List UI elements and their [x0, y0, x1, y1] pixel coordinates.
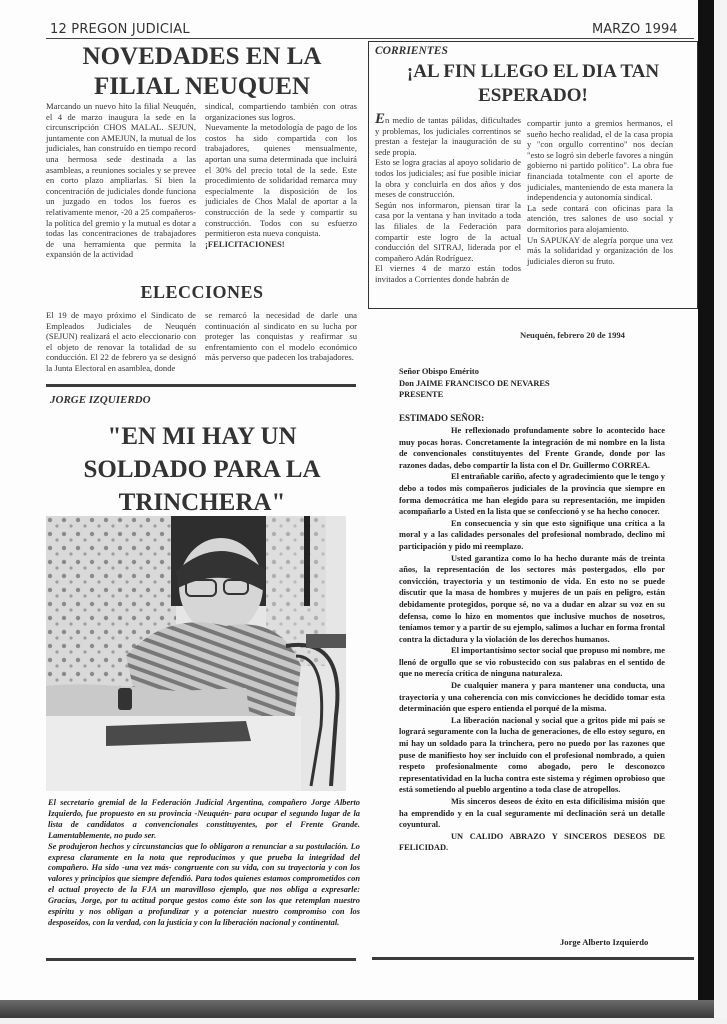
- letter-paragraph: El importantísimo sector social que propuso mi nombre, me llenó de orgullo que se vio robustecido con sus palabras en el sentido de que no merecía crítica de ninguna naturaleza.: [399, 646, 665, 679]
- headline-corrientes: ¡AL FIN LLEGO EL DIA TAN ESPERADO!: [406, 61, 660, 106]
- letter-paragraph: En consecuencia y sin que esto signifique una crítica a la moral y a las calidades personales del profesional nombrado, declino mi participación y pido mi reemplazo.: [399, 518, 665, 551]
- letter-bottom-rule: [372, 957, 694, 960]
- neuquen-paragraph: sindical, compartiendo también con otras organizaciones sus logros.: [205, 101, 357, 122]
- neuquen-paragraph: Nuevamente la metodología de pago de los costos ha sido compartida con los trabajadores, quienes mensualmente, aportan una suma determinada que incluirá el 30% del precio total de la sede. Este procedimiento de solidaridad remarca muy especialmente la disposición de los judiciales de Chos Malal de aportar a la construcción de la sede y compartir su construcción. Todos con su esfuerzo permitieron esta nueva conquista.: [205, 122, 357, 239]
- corrientes-paragraph: Según nos informaron, piensan tirar la casa por la ventana y han invitado a toda las filiales de la Federación para compartir este logro de la actual conducción del SITRAJ, liderada por el compañero Adán Rodríguez.: [375, 199, 521, 263]
- elecciones-column-1: [46, 310, 196, 374]
- page-header-title: 12 PREGON JUDICIAL: [50, 22, 190, 37]
- scan-edge-right: [698, 0, 714, 1000]
- neuquen-paragraph: Marcando un nuevo hito la filial Neuquén, el 4 de marzo inaugura la sede en la circunscripción CHOS MALAL. SEJUN, juntamente con AMEJUN, la mutual de los judiciales, han construído en tiempo record una hermosa sede destinada a las asambleas, a reuniones sociales y se prevee en corto plazo ampliarlas. Si bien la concentración de judiciales donde funciona un juzgado en todos los fueros es relativamente menor, -20 a 25 compañeros- la política del gremio y la mutual es dotar a todas las concentraciones de trabajadores de una herramienta que permita la expansión de la actividad: [46, 101, 196, 260]
- photo-caption: [48, 798, 360, 929]
- caption-bottom-rule: [46, 958, 356, 961]
- caption-paragraph: El secretario gremial de la Federación Judicial Argentina, compañero Jorge Alberto Izquierdo, fue propuesto en su provincia -Neuquén- para ocupar el segundo lugar de la lista de candidatos a convencionales constituyentes, por el Frente Grande. Lamentablemente, no pudo ser.: [48, 798, 360, 840]
- letter-paragraph: Usted garantiza como lo ha hecho durante más de treinta años, la representación de los sectores más postergados, ello por convicción, trayectoria y un testimonio de vida. En esto no se puede discutir que la masa de hombres y mujeres de un país en peligro, están debidamente protegidos, porque sé, no va a dudar en alzar su voz en su defensa, como lo hizo en momentos que inclusive muchos de nosotros, teníamos temor y a partir de su ejemplo, salimos a luchar en forma frontal contra la dictadura y la violación de los derechos humanos.: [399, 553, 665, 644]
- page-header-date: MARZO 1994: [592, 22, 678, 37]
- headline-izquierdo: "EN MI HAY UN SOLDADO PARA LA TRINCHERA": [83, 423, 321, 516]
- izquierdo-kicker: JORGE IZQUIERDO: [50, 394, 151, 406]
- letter-paragraph: El entrañable cariño, afecto y agradecimiento que le tengo y debo a todos mis compañeros judiciales de la provincia que siempre en forma democrática me han elegido para su representación, me impiden acompañarlo a Usted en la lista que se confeccionó y se ha hecho conocer.: [399, 472, 665, 517]
- addressee-line: Don JAIME FRANCISCO DE NEVARES: [399, 378, 550, 388]
- neuquen-exclamation: ¡FELICITACIONES!: [205, 238, 285, 249]
- drop-cap: E: [375, 111, 386, 127]
- headline-elecciones: ELECCIONES: [140, 282, 264, 302]
- corrientes-column-2: [527, 118, 673, 266]
- corrientes-paragraph: El viernes 4 de marzo están todos invitados a Corrientes donde habrán de: [375, 263, 521, 284]
- section-divider: [46, 384, 356, 387]
- letter-paragraph: Mis sinceros deseos de éxito en esta dificilísima misión que ha emprendido y en la cual seguramente mi declinación será un detalle coyuntural.: [399, 797, 665, 830]
- addressee-line: PRESENTE: [399, 390, 444, 400]
- header-rule: [46, 38, 694, 39]
- scan-margin-right: [714, 0, 727, 1024]
- scan-margin-bottom: [0, 1018, 727, 1024]
- portrait-photo: [46, 516, 346, 791]
- neuquen-column-1: [46, 101, 196, 260]
- headline-neuquen: NOVEDADES EN LA FILIAL NEUQUEN: [82, 43, 322, 100]
- letter-salutation: ESTIMADO SEÑOR:: [399, 413, 485, 423]
- neuquen-column-2: [205, 101, 357, 249]
- letter-closing: UN CALIDO ABRAZO Y SINCEROS DESEOS DE FELICIDAD.: [399, 831, 665, 853]
- elecciones-paragraph: se remarcó la necesidad de darle una continuación al sindicato en su lucha por proteger las conquistas y reafirmar su enfrentamiento con el modelo económico más perverso que padecen los trabajadores.: [205, 310, 357, 363]
- letter-paragraph: La liberación nacional y social que a gritos pide mi país se logrará seguramente con la lucha de generaciones, de ello estoy seguro, en mi hay un soldado para la trinchera, pero no puedo por las razones que puse de manifiesto hoy ser incluído con el profesional nombrado, a quien respeto profesionalmente como abogado, pero le desconozco representatividad en la lucha contra este sistema y régimen oprobioso que está sometiendo al pueblo argentino a toda clase de atropellos.: [399, 715, 665, 795]
- scan-edge-bottom: [0, 1000, 714, 1018]
- letter-addressee: [399, 366, 665, 401]
- corrientes-paragraph: n medio de tantas pálidas, dificultades y problemas, los judiciales correntinos se prestan a festejar la inauguración de su sede propia.: [375, 115, 521, 157]
- elecciones-paragraph: El 19 de mayo próximo el Sindicato de Empleados Judiciales de Neuquén (SEJUN) realizará el acto eleccionario con el objeto de renovar la totalidad de su conducción. El 22 de febrero ya se designó la Junta Electoral en asamblea, donde: [46, 310, 196, 373]
- corrientes-paragraph: compartir junto a gremios hermanos, el sueño hecho realidad, el de la casa propia y "con orgullo correntino" nos decían "esto se logró sin deberle favores a ningún gobierno ni partido político". La obra fue financiada totalmente con el aporte de judiciales, manteniendo de esta manera la independencia y autonomía sindical.: [527, 118, 673, 203]
- elecciones-column-2: [205, 310, 357, 363]
- letter-paragraph: He reflexionado profundamente sobre lo acontecido hace muy pocas horas. Concretamente la integración de mi nombre en la lista de convencionales constituyentes del Frente Grande, donde por las razones dadas, debo compartir la lista con el Dr. Guillermo CORREA.: [399, 426, 665, 470]
- corrientes-kicker: CORRIENTES: [375, 45, 448, 57]
- corrientes-paragraph: La sede contará con oficinas para la atención, tres salones de uso social y dormitorios para alojamiento.: [527, 202, 673, 234]
- corrientes-paragraph: Esto se logra gracias al apoyo solidario de todos los judiciales; así fue posible iniciar la obra y concluirla en dos años y dos meses de construcción.: [375, 157, 521, 200]
- photo-illustration: [46, 516, 346, 791]
- corrientes-paragraph: Un SAPUKAY de alegría porque una vez más la solidaridad y organización de los judiciales dieron su fruto.: [527, 234, 673, 266]
- letter-body: [399, 425, 665, 854]
- letter-paragraph: De cualquier manera y para mantener una conducta, una trayectoria y una coherencia con mis convicciones he decidido tomar esta determinación que espero entienda el porqué de la misma.: [399, 681, 665, 714]
- letter-date: Neuquén, febrero 20 de 1994: [520, 330, 625, 340]
- addressee-line: Señor Obispo Emérito: [399, 367, 479, 376]
- corrientes-column-1: [375, 111, 521, 285]
- caption-paragraph: Se produjeron hechos y circunstancias que lo obligaron a renunciar a su postulación. Lo expresa claramente en la nota que reproducimos y que prueba la integridad del compañero. Ha sido -una vez más- congruente con su vida, con su trayectoria y con los valores y principios que siempre defendió. Para todos quienes estamos comprometidos con el actual proyecto de la FJA un maravilloso ejemplo, que nos obliga a expresarle: Gracias, Jorge, por tu actitud porque gestos como éste son los que retemplan nuestro espíritu y nos obligan a profundizar y a potenciar nuestro compromiso con los desposeídos, con la verdad, con la justicia y con la liberación nacional y continental.: [48, 841, 360, 927]
- letter-signature: Jorge Alberto Izquierdo: [560, 937, 649, 947]
